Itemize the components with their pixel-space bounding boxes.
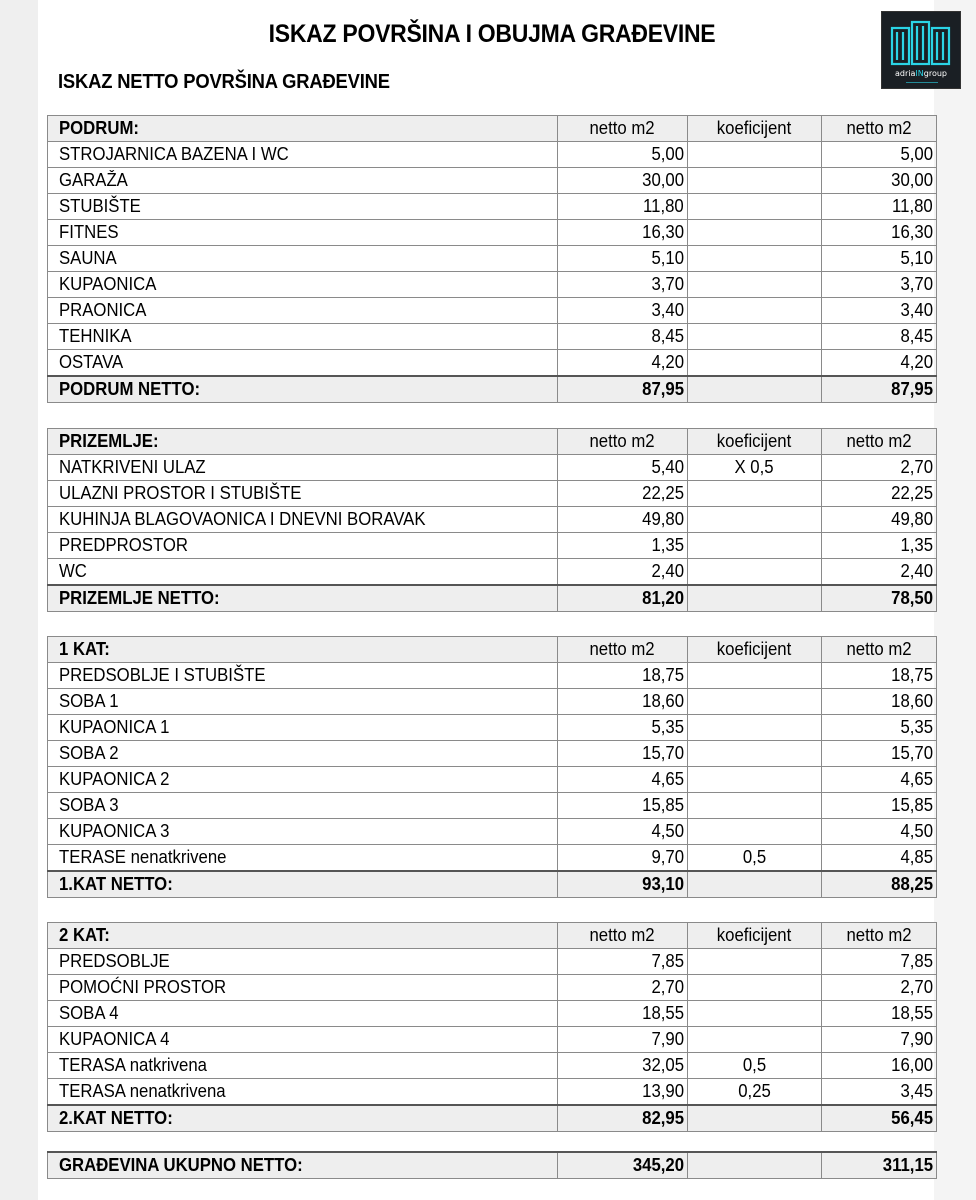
column-header-koeficijent: koeficijent bbox=[688, 429, 822, 455]
room-result-area: 18,60 bbox=[822, 689, 937, 715]
room-coefficient: 0,5 bbox=[688, 845, 822, 872]
room-coefficient: X 0,5 bbox=[688, 455, 822, 481]
column-header-koeficijent: koeficijent bbox=[688, 637, 822, 663]
room-netto-area: 7,90 bbox=[558, 1027, 688, 1053]
room-name: POMOĆNI PROSTOR bbox=[48, 975, 558, 1001]
room-netto-area: 4,50 bbox=[558, 819, 688, 845]
table-row bbox=[48, 246, 937, 272]
column-header-netto-result: netto m2 bbox=[822, 429, 937, 455]
room-netto-area: 49,80 bbox=[558, 507, 688, 533]
table-row bbox=[48, 298, 937, 324]
room-coefficient bbox=[688, 142, 822, 168]
room-result-area: 3,45 bbox=[822, 1079, 937, 1106]
grand-total-netto: 345,20 bbox=[558, 1152, 688, 1179]
room-coefficient bbox=[688, 298, 822, 324]
room-coefficient bbox=[688, 741, 822, 767]
room-result-area: 18,75 bbox=[822, 663, 937, 689]
room-netto-area: 18,55 bbox=[558, 1001, 688, 1027]
section-total-koef bbox=[688, 376, 822, 403]
table-row bbox=[48, 168, 937, 194]
room-coefficient bbox=[688, 533, 822, 559]
section-total-result: 88,25 bbox=[822, 871, 937, 898]
room-result-area: 30,00 bbox=[822, 168, 937, 194]
section-header-row bbox=[48, 637, 937, 663]
grand-total-result: 311,15 bbox=[822, 1152, 937, 1179]
room-netto-area: 13,90 bbox=[558, 1079, 688, 1106]
room-result-area: 5,35 bbox=[822, 715, 937, 741]
room-result-area: 15,85 bbox=[822, 793, 937, 819]
table-row bbox=[48, 949, 937, 975]
room-coefficient bbox=[688, 350, 822, 377]
room-netto-area: 18,60 bbox=[558, 689, 688, 715]
room-netto-area: 32,05 bbox=[558, 1053, 688, 1079]
room-name: OSTAVA bbox=[48, 350, 558, 377]
room-coefficient bbox=[688, 220, 822, 246]
section-table bbox=[47, 636, 937, 898]
table-row bbox=[48, 324, 937, 350]
table-row bbox=[48, 663, 937, 689]
section-total-netto: 82,95 bbox=[558, 1105, 688, 1132]
room-name: WC bbox=[48, 559, 558, 586]
room-netto-area: 5,35 bbox=[558, 715, 688, 741]
table-row bbox=[48, 220, 937, 246]
room-netto-area: 1,35 bbox=[558, 533, 688, 559]
room-result-area: 4,65 bbox=[822, 767, 937, 793]
room-coefficient bbox=[688, 272, 822, 298]
section-header-row bbox=[48, 923, 937, 949]
room-name: STUBIŠTE bbox=[48, 194, 558, 220]
logo-underline bbox=[906, 82, 938, 83]
room-coefficient bbox=[688, 793, 822, 819]
section-total-label: PODRUM NETTO: bbox=[48, 376, 558, 403]
room-coefficient bbox=[688, 559, 822, 586]
section-total-label: 1.KAT NETTO: bbox=[48, 871, 558, 898]
section-total-netto: 93,10 bbox=[558, 871, 688, 898]
room-netto-area: 9,70 bbox=[558, 845, 688, 872]
room-name: KUPAONICA 2 bbox=[48, 767, 558, 793]
room-netto-area: 18,75 bbox=[558, 663, 688, 689]
room-result-area: 49,80 bbox=[822, 507, 937, 533]
room-coefficient bbox=[688, 246, 822, 272]
table-row bbox=[48, 689, 937, 715]
section-header-label: 1 KAT: bbox=[48, 637, 558, 663]
room-netto-area: 5,10 bbox=[558, 246, 688, 272]
section-total-row bbox=[48, 585, 937, 612]
section-total-result: 87,95 bbox=[822, 376, 937, 403]
room-result-area: 5,00 bbox=[822, 142, 937, 168]
room-netto-area: 16,30 bbox=[558, 220, 688, 246]
room-result-area: 22,25 bbox=[822, 481, 937, 507]
room-name: TERASE nenatkrivene bbox=[48, 845, 558, 872]
section-table bbox=[47, 922, 937, 1132]
room-result-area: 11,80 bbox=[822, 194, 937, 220]
section-total-row bbox=[48, 376, 937, 403]
table-row bbox=[48, 455, 937, 481]
room-coefficient bbox=[688, 194, 822, 220]
room-name: TERASA nenatkrivena bbox=[48, 1079, 558, 1106]
room-result-area: 1,35 bbox=[822, 533, 937, 559]
room-name: ULAZNI PROSTOR I STUBIŠTE bbox=[48, 481, 558, 507]
building-logo-icon bbox=[890, 18, 952, 68]
room-result-area: 3,70 bbox=[822, 272, 937, 298]
room-result-area: 15,70 bbox=[822, 741, 937, 767]
document-title: ISKAZ POVRŠINA I OBUJMA GRAĐEVINE bbox=[268, 20, 716, 48]
table-row bbox=[48, 350, 937, 377]
room-coefficient bbox=[688, 1027, 822, 1053]
column-header-koeficijent: koeficijent bbox=[688, 116, 822, 142]
room-result-area: 4,85 bbox=[822, 845, 937, 872]
section-header-label: PRIZEMLJE: bbox=[48, 429, 558, 455]
room-result-area: 7,90 bbox=[822, 1027, 937, 1053]
table-row bbox=[48, 975, 937, 1001]
table-row bbox=[48, 142, 937, 168]
company-logo bbox=[881, 11, 961, 89]
room-result-area: 4,50 bbox=[822, 819, 937, 845]
column-header-netto: netto m2 bbox=[558, 637, 688, 663]
section-total-netto: 87,95 bbox=[558, 376, 688, 403]
room-name: SOBA 2 bbox=[48, 741, 558, 767]
table-row bbox=[48, 481, 937, 507]
room-coefficient bbox=[688, 819, 822, 845]
section-total-netto: 81,20 bbox=[558, 585, 688, 612]
room-result-area: 3,40 bbox=[822, 298, 937, 324]
room-name: NATKRIVENI ULAZ bbox=[48, 455, 558, 481]
room-netto-area: 4,65 bbox=[558, 767, 688, 793]
section-total-row bbox=[48, 871, 937, 898]
room-result-area: 4,20 bbox=[822, 350, 937, 377]
room-result-area: 16,30 bbox=[822, 220, 937, 246]
room-name: KUPAONICA bbox=[48, 272, 558, 298]
page-gutter-left bbox=[0, 0, 38, 1200]
room-netto-area: 5,00 bbox=[558, 142, 688, 168]
table-row bbox=[48, 767, 937, 793]
page-gutter-right bbox=[934, 0, 976, 1200]
table-row bbox=[48, 1027, 937, 1053]
room-netto-area: 22,25 bbox=[558, 481, 688, 507]
grand-total-table bbox=[47, 1151, 937, 1179]
table-row bbox=[48, 741, 937, 767]
section-header-label: PODRUM: bbox=[48, 116, 558, 142]
column-header-netto: netto m2 bbox=[558, 429, 688, 455]
room-coefficient bbox=[688, 507, 822, 533]
section-total-koef bbox=[688, 871, 822, 898]
table-row bbox=[48, 819, 937, 845]
room-name: PREDSOBLJE bbox=[48, 949, 558, 975]
grand-total-koef bbox=[688, 1152, 822, 1179]
table-row bbox=[48, 533, 937, 559]
grand-total-row bbox=[48, 1152, 937, 1179]
room-coefficient bbox=[688, 324, 822, 350]
table-row bbox=[48, 845, 937, 872]
room-result-area: 2,70 bbox=[822, 455, 937, 481]
room-netto-area: 3,70 bbox=[558, 272, 688, 298]
room-name: PRAONICA bbox=[48, 298, 558, 324]
room-coefficient bbox=[688, 767, 822, 793]
table-row bbox=[48, 793, 937, 819]
room-name: KUPAONICA 3 bbox=[48, 819, 558, 845]
room-result-area: 7,85 bbox=[822, 949, 937, 975]
room-netto-area: 30,00 bbox=[558, 168, 688, 194]
room-name: KUPAONICA 1 bbox=[48, 715, 558, 741]
section-table bbox=[47, 115, 937, 403]
room-name: PREDPROSTOR bbox=[48, 533, 558, 559]
room-name: KUPAONICA 4 bbox=[48, 1027, 558, 1053]
logo-wordmark: adriaINgroup bbox=[895, 69, 947, 78]
table-row bbox=[48, 272, 937, 298]
column-header-netto: netto m2 bbox=[558, 116, 688, 142]
section-header-label: 2 KAT: bbox=[48, 923, 558, 949]
room-name: SOBA 4 bbox=[48, 1001, 558, 1027]
section-total-result: 56,45 bbox=[822, 1105, 937, 1132]
section-total-result: 78,50 bbox=[822, 585, 937, 612]
room-coefficient bbox=[688, 975, 822, 1001]
room-coefficient bbox=[688, 481, 822, 507]
room-netto-area: 11,80 bbox=[558, 194, 688, 220]
room-netto-area: 2,40 bbox=[558, 559, 688, 586]
section-total-koef bbox=[688, 585, 822, 612]
table-row bbox=[48, 194, 937, 220]
section-header-row bbox=[48, 429, 937, 455]
room-name: SAUNA bbox=[48, 246, 558, 272]
section-total-label: PRIZEMLJE NETTO: bbox=[48, 585, 558, 612]
room-netto-area: 2,70 bbox=[558, 975, 688, 1001]
room-netto-area: 15,70 bbox=[558, 741, 688, 767]
section-header-row bbox=[48, 116, 937, 142]
room-coefficient bbox=[688, 689, 822, 715]
room-coefficient bbox=[688, 715, 822, 741]
room-netto-area: 15,85 bbox=[558, 793, 688, 819]
room-name: GARAŽA bbox=[48, 168, 558, 194]
room-coefficient bbox=[688, 168, 822, 194]
room-coefficient bbox=[688, 1001, 822, 1027]
table-row bbox=[48, 1053, 937, 1079]
room-coefficient: 0,25 bbox=[688, 1079, 822, 1106]
room-result-area: 5,10 bbox=[822, 246, 937, 272]
section-subtitle: ISKAZ NETTO POVRŠINA GRAĐEVINE bbox=[58, 71, 390, 93]
grand-total-label: GRAĐEVINA UKUPNO NETTO: bbox=[48, 1152, 558, 1179]
room-name: FITNES bbox=[48, 220, 558, 246]
section-total-koef bbox=[688, 1105, 822, 1132]
section-table bbox=[47, 428, 937, 612]
room-netto-area: 5,40 bbox=[558, 455, 688, 481]
room-netto-area: 3,40 bbox=[558, 298, 688, 324]
column-header-koeficijent: koeficijent bbox=[688, 923, 822, 949]
room-coefficient: 0,5 bbox=[688, 1053, 822, 1079]
room-netto-area: 7,85 bbox=[558, 949, 688, 975]
column-header-netto: netto m2 bbox=[558, 923, 688, 949]
section-total-label: 2.KAT NETTO: bbox=[48, 1105, 558, 1132]
room-name: PREDSOBLJE I STUBIŠTE bbox=[48, 663, 558, 689]
room-result-area: 16,00 bbox=[822, 1053, 937, 1079]
room-name: SOBA 3 bbox=[48, 793, 558, 819]
room-coefficient bbox=[688, 949, 822, 975]
room-result-area: 18,55 bbox=[822, 1001, 937, 1027]
room-name: TEHNIKA bbox=[48, 324, 558, 350]
table-row bbox=[48, 1079, 937, 1106]
table-row bbox=[48, 1001, 937, 1027]
column-header-netto-result: netto m2 bbox=[822, 116, 937, 142]
room-netto-area: 8,45 bbox=[558, 324, 688, 350]
room-result-area: 8,45 bbox=[822, 324, 937, 350]
room-result-area: 2,40 bbox=[822, 559, 937, 586]
room-result-area: 2,70 bbox=[822, 975, 937, 1001]
room-netto-area: 4,20 bbox=[558, 350, 688, 377]
section-total-row bbox=[48, 1105, 937, 1132]
table-row bbox=[48, 559, 937, 586]
room-name: TERASA natkrivena bbox=[48, 1053, 558, 1079]
room-name: STROJARNICA BAZENA I WC bbox=[48, 142, 558, 168]
table-row bbox=[48, 715, 937, 741]
room-name: KUHINJA BLAGOVAONICA I DNEVNI BORAVAK bbox=[48, 507, 558, 533]
room-coefficient bbox=[688, 663, 822, 689]
table-row bbox=[48, 507, 937, 533]
room-name: SOBA 1 bbox=[48, 689, 558, 715]
column-header-netto-result: netto m2 bbox=[822, 637, 937, 663]
column-header-netto-result: netto m2 bbox=[822, 923, 937, 949]
